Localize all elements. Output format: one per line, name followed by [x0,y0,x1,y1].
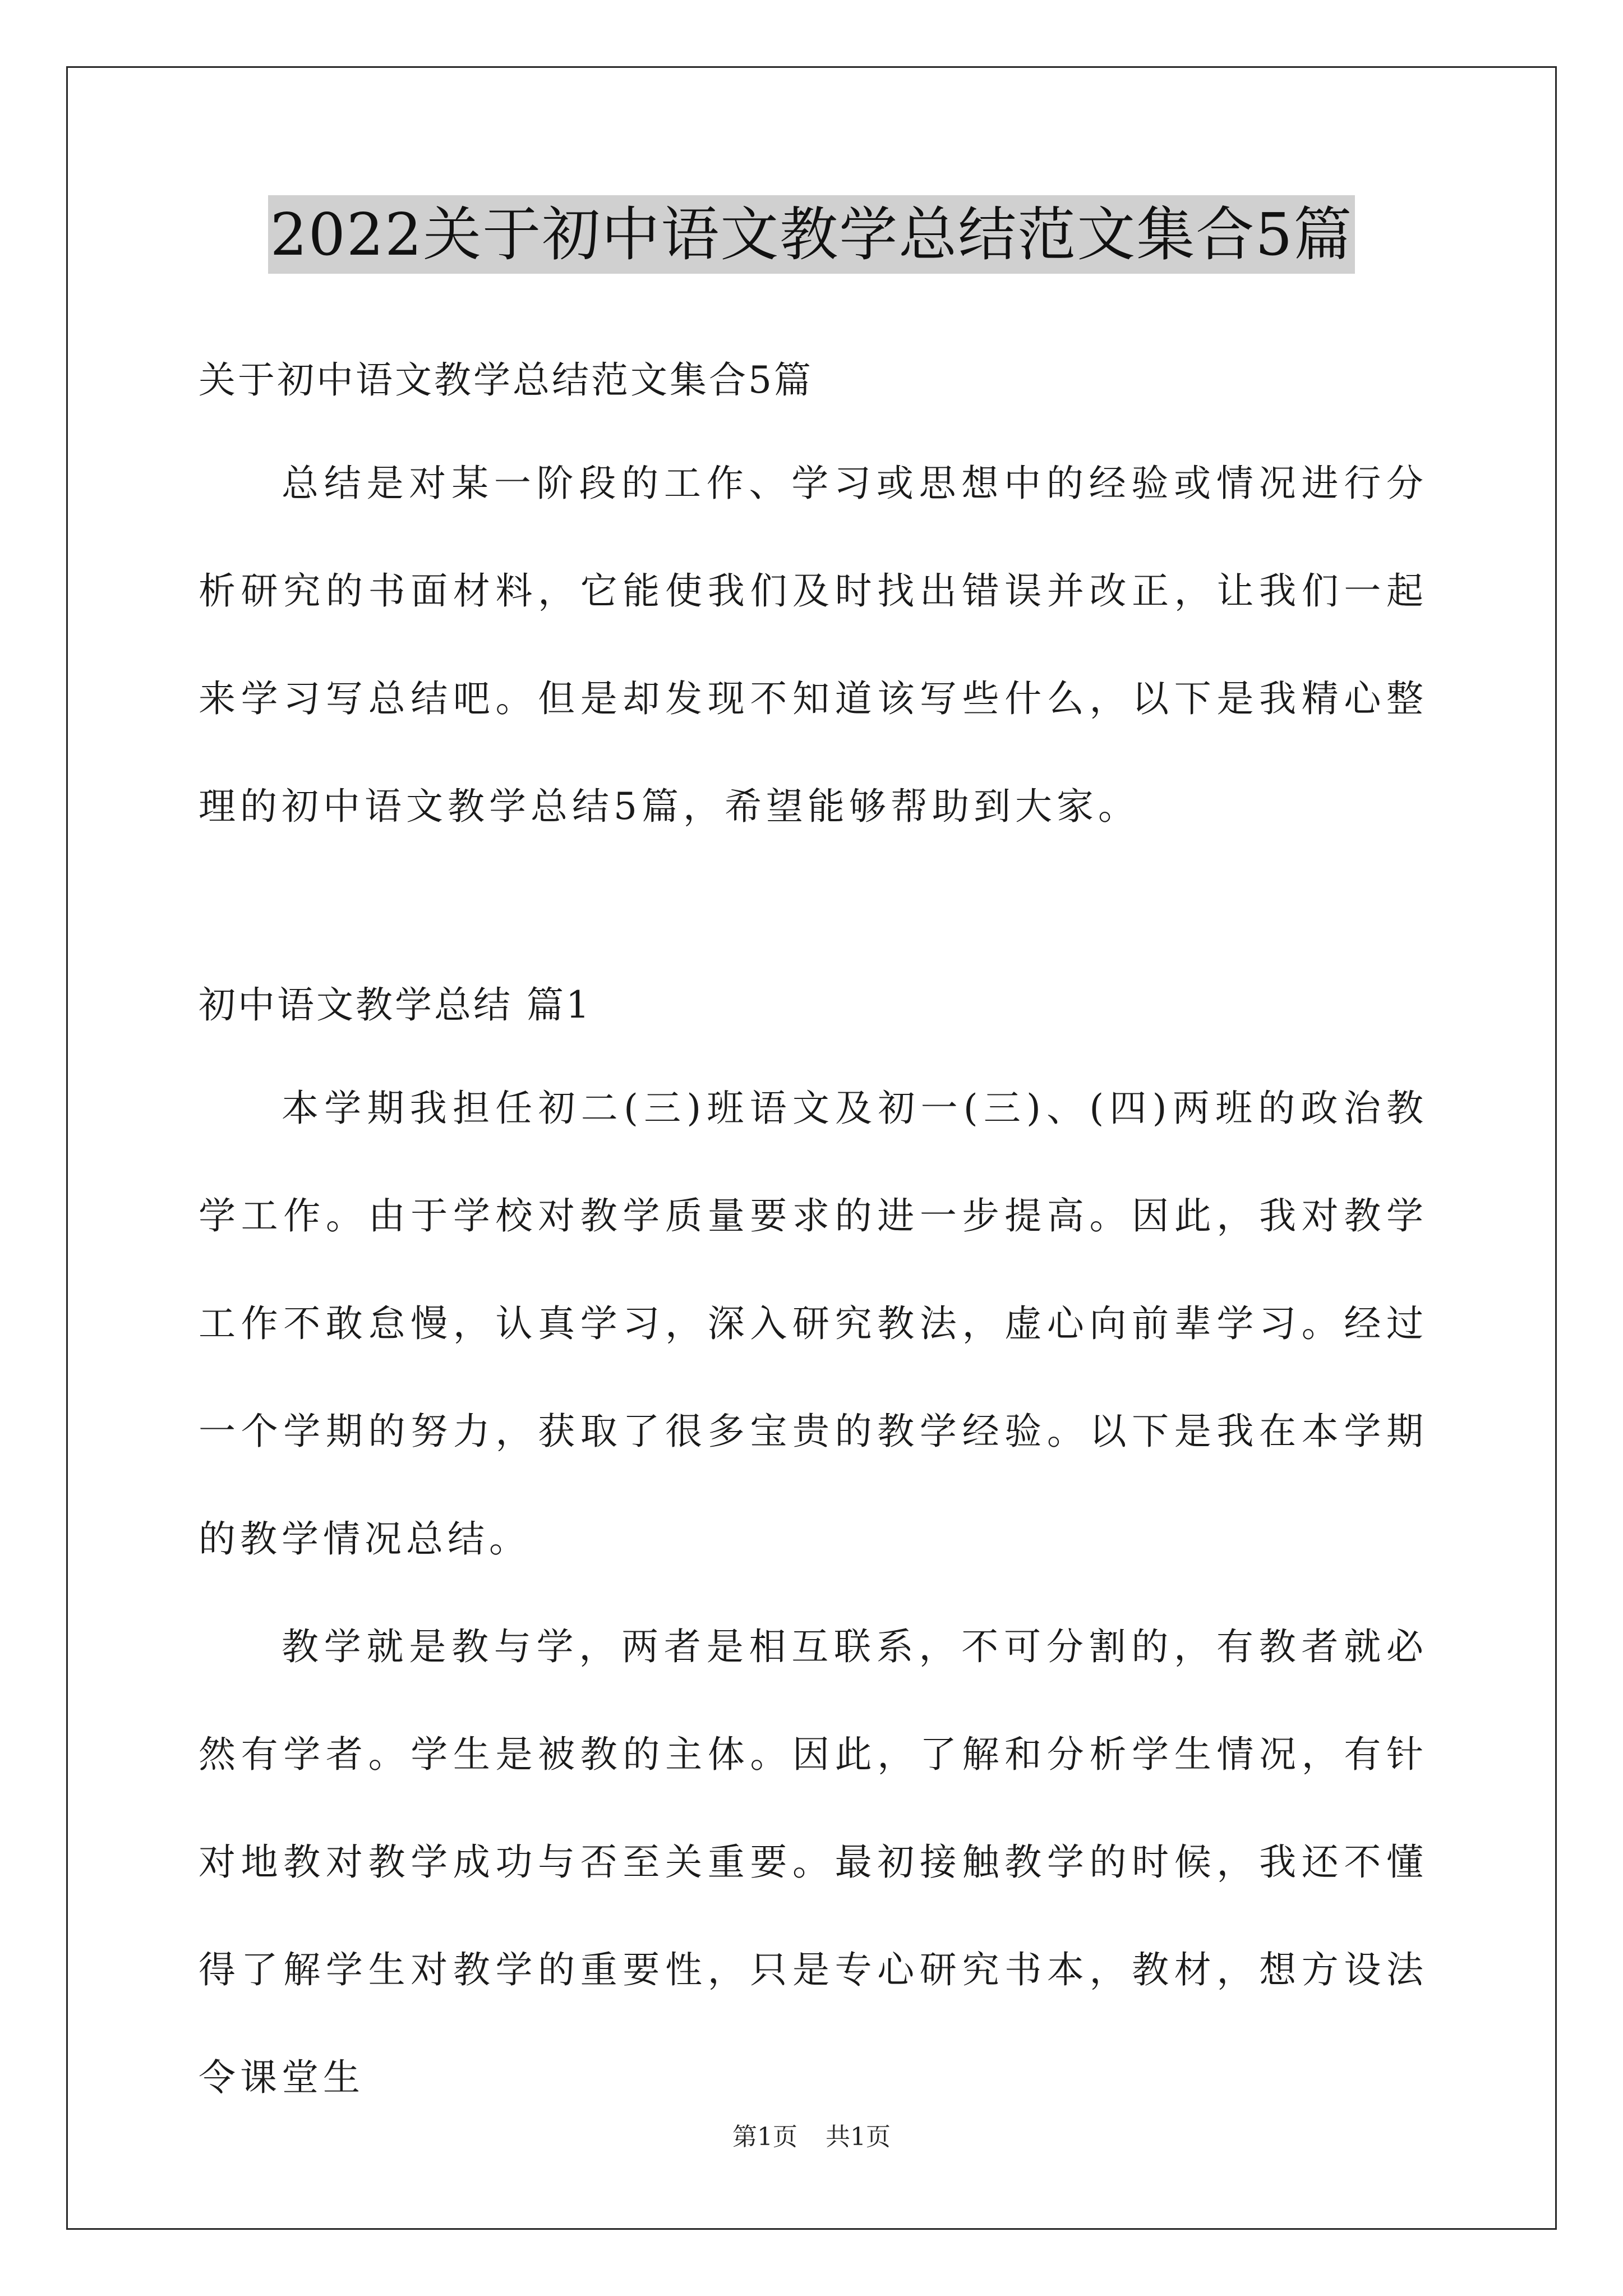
document-body [199,352,1428,2132]
page-total: 共1页 [826,2123,891,2151]
section-paragraph: 教学就是教与学，两者是相互联系，不可分割的，有教者就必然有学者。学生是被教的主体。因此，了解和分析学生情况，有针对地教对教学成功与否至关重要。最初接触教学的时候，我还不懂得了解学生对教学的重要性，只是专心研究书本，教材，想方设法令课堂生 [199,1625,1428,2099]
document-subtitle: 关于初中语文教学总结范文集合5篇 [199,358,813,402]
section-paragraph: 本学期我担任初二(三)班语文及初一(三)、(四)两班的政治教学工作。由于学校对教学质量要求的进一步提高。因此，我对教学工作不敢怠慢，认真学习，深入研究教法，虚心向前辈学习。经过一个学期的努力，获取了很多宝贵的教学经验。以下是我在本学期的教学情况总结。 [199,1087,1428,1561]
intro-paragraph: 总结是对某一阶段的工作、学习或思想中的经验或情况进行分析研究的书面材料，它能使我们及时找出错误并改正，让我们一起来学习写总结吧。但是却发现不知道该写些什么，以下是我精心整理的初中语文教学总结5篇，希望能够帮助到大家。 [199,462,1428,828]
section-heading: 初中语文教学总结 篇1 [199,983,592,1027]
page-footer [0,2120,1623,2154]
title-container [0,195,1623,274]
page-number: 第1页 [732,2123,797,2151]
document-title: 2022关于初中语文教学总结范文集合5篇 [268,195,1355,274]
